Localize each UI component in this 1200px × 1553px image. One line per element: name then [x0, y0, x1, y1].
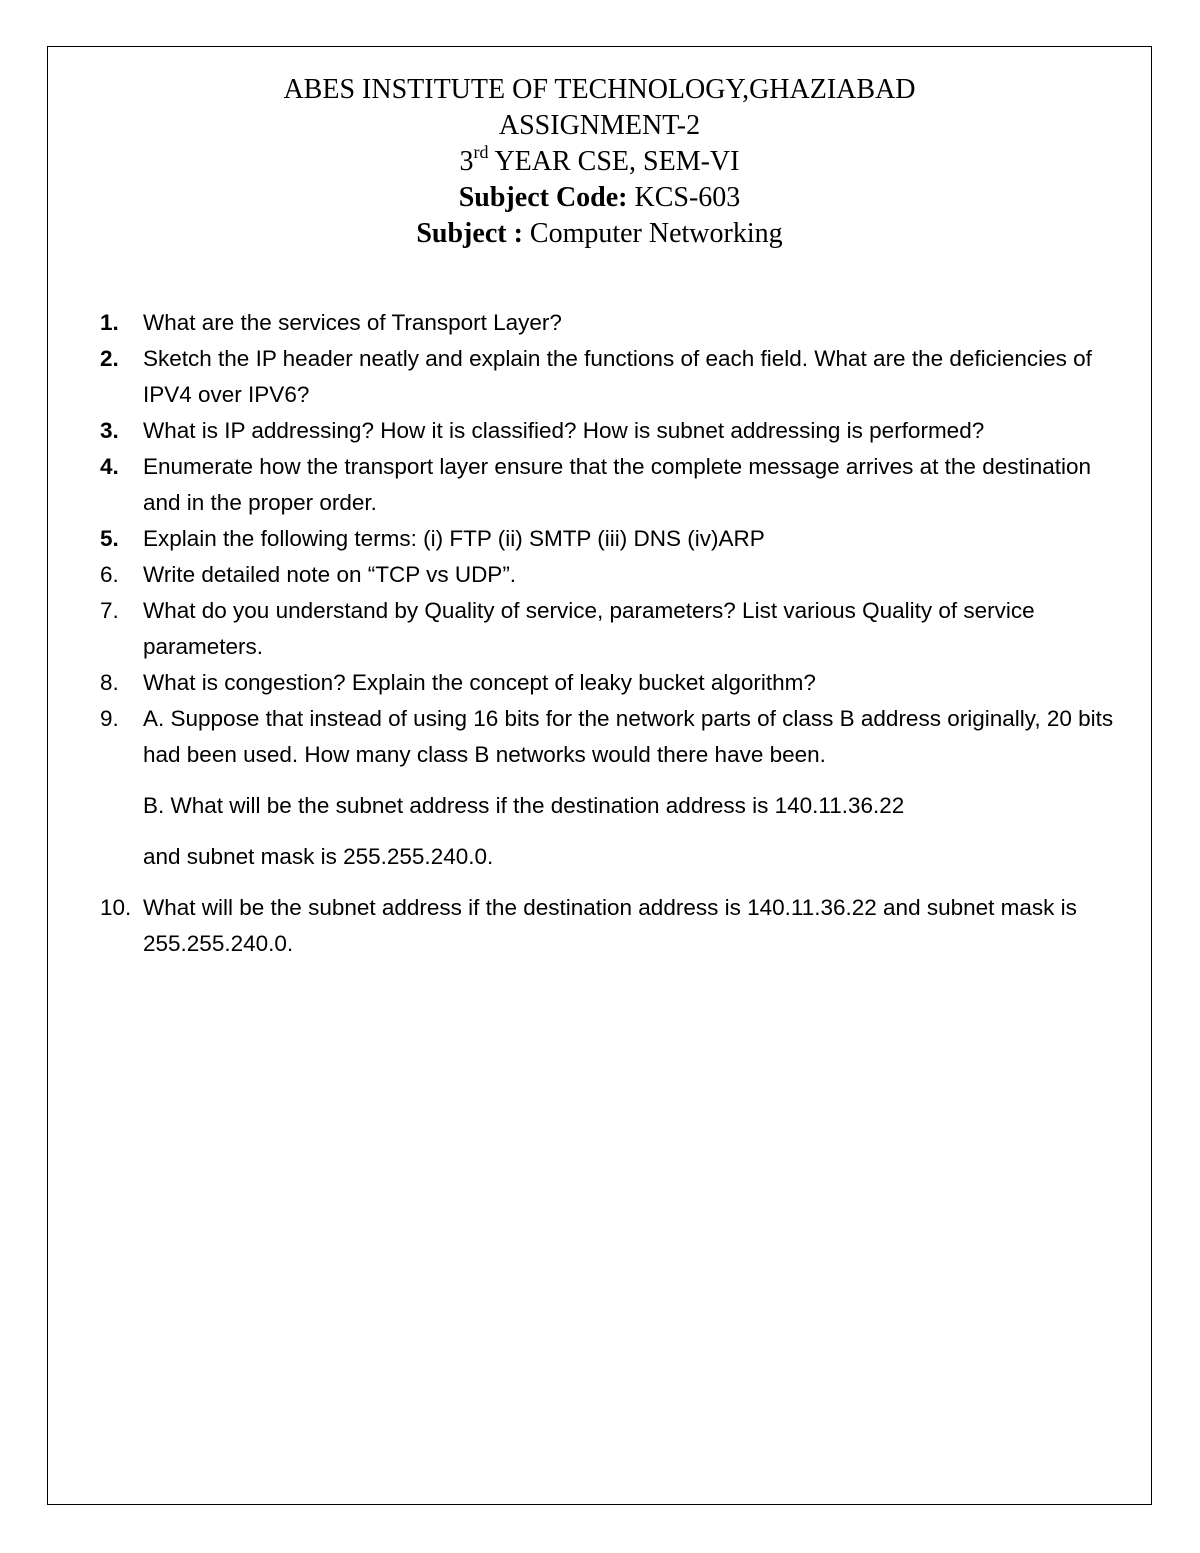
- question-text: What is IP addressing? How it is classified? How is subnet addressing is performed?: [143, 418, 985, 443]
- subject-code-value: KCS-603: [627, 182, 741, 213]
- subject-label: Subject :: [416, 218, 523, 249]
- question-number: 6.: [100, 562, 119, 587]
- question-number: 4.: [100, 454, 119, 479]
- document-header: [47, 72, 1152, 252]
- question-5: [100, 521, 1120, 557]
- question-list: [100, 305, 1120, 962]
- question-9-part-b-cont: and subnet mask is 255.255.240.0.: [143, 844, 494, 869]
- institute-name: ABES INSTITUTE OF TECHNOLOGY,GHAZIABAD: [283, 74, 916, 105]
- question-4: [100, 449, 1120, 521]
- year-text: YEAR CSE, SEM-VI: [488, 146, 740, 177]
- year-line: [47, 141, 1152, 180]
- subject-line: [47, 216, 1152, 252]
- subject-value: Computer Networking: [522, 218, 783, 249]
- question-text: What will be the subnet address if the destination address is 140.11.36.22 and subnet mask is 255.255.240.0.: [143, 895, 1077, 956]
- question-text: A. Suppose that instead of using 16 bits for the network parts of class B address originally, 20 bits had been used. How many class B networks would there have been.: [143, 706, 1114, 767]
- question-7: [100, 593, 1120, 665]
- question-text: What is congestion? Explain the concept of leaky bucket algorithm?: [143, 670, 816, 695]
- question-text: Sketch the IP header neatly and explain the functions of each field. What are the deficiencies of IPV4 over IPV6?: [143, 346, 1092, 407]
- question-number: 1.: [100, 310, 119, 335]
- year-number: 3: [459, 146, 474, 177]
- subject-code-label: Subject Code:: [458, 182, 628, 213]
- question-10: [100, 890, 1120, 962]
- question-9-part-b: B. What will be the subnet address if the destination address is 140.11.36.22: [143, 793, 905, 818]
- question-3: [100, 413, 1120, 449]
- question-2: [100, 341, 1120, 413]
- question-number: 9.: [100, 706, 119, 731]
- question-text: Explain the following terms: (i) FTP (ii) SMTP (iii) DNS (iv)ARP: [143, 526, 765, 551]
- question-number: 10.: [100, 895, 132, 920]
- question-number: 8.: [100, 670, 119, 695]
- question-text: Enumerate how the transport layer ensure that the complete message arrives at the destination and in the proper order.: [143, 454, 1092, 515]
- question-text: What do you understand by Quality of service, parameters? List various Quality of service parameters.: [143, 598, 1035, 659]
- question-text: What are the services of Transport Layer?: [143, 310, 562, 335]
- question-6: [100, 557, 1120, 593]
- question-9: [100, 701, 1120, 875]
- question-8: [100, 665, 1120, 701]
- question-number: 3.: [100, 418, 119, 443]
- question-text: Write detailed note on “TCP vs UDP”.: [143, 562, 517, 587]
- question-number: 2.: [100, 346, 119, 371]
- assignment-title: ASSIGNMENT-2: [498, 110, 701, 141]
- question-1: [100, 305, 1120, 341]
- question-number: 7.: [100, 598, 119, 623]
- question-number: 5.: [100, 526, 119, 551]
- year-ordinal: rd: [473, 141, 489, 162]
- subject-code-line: [47, 180, 1152, 216]
